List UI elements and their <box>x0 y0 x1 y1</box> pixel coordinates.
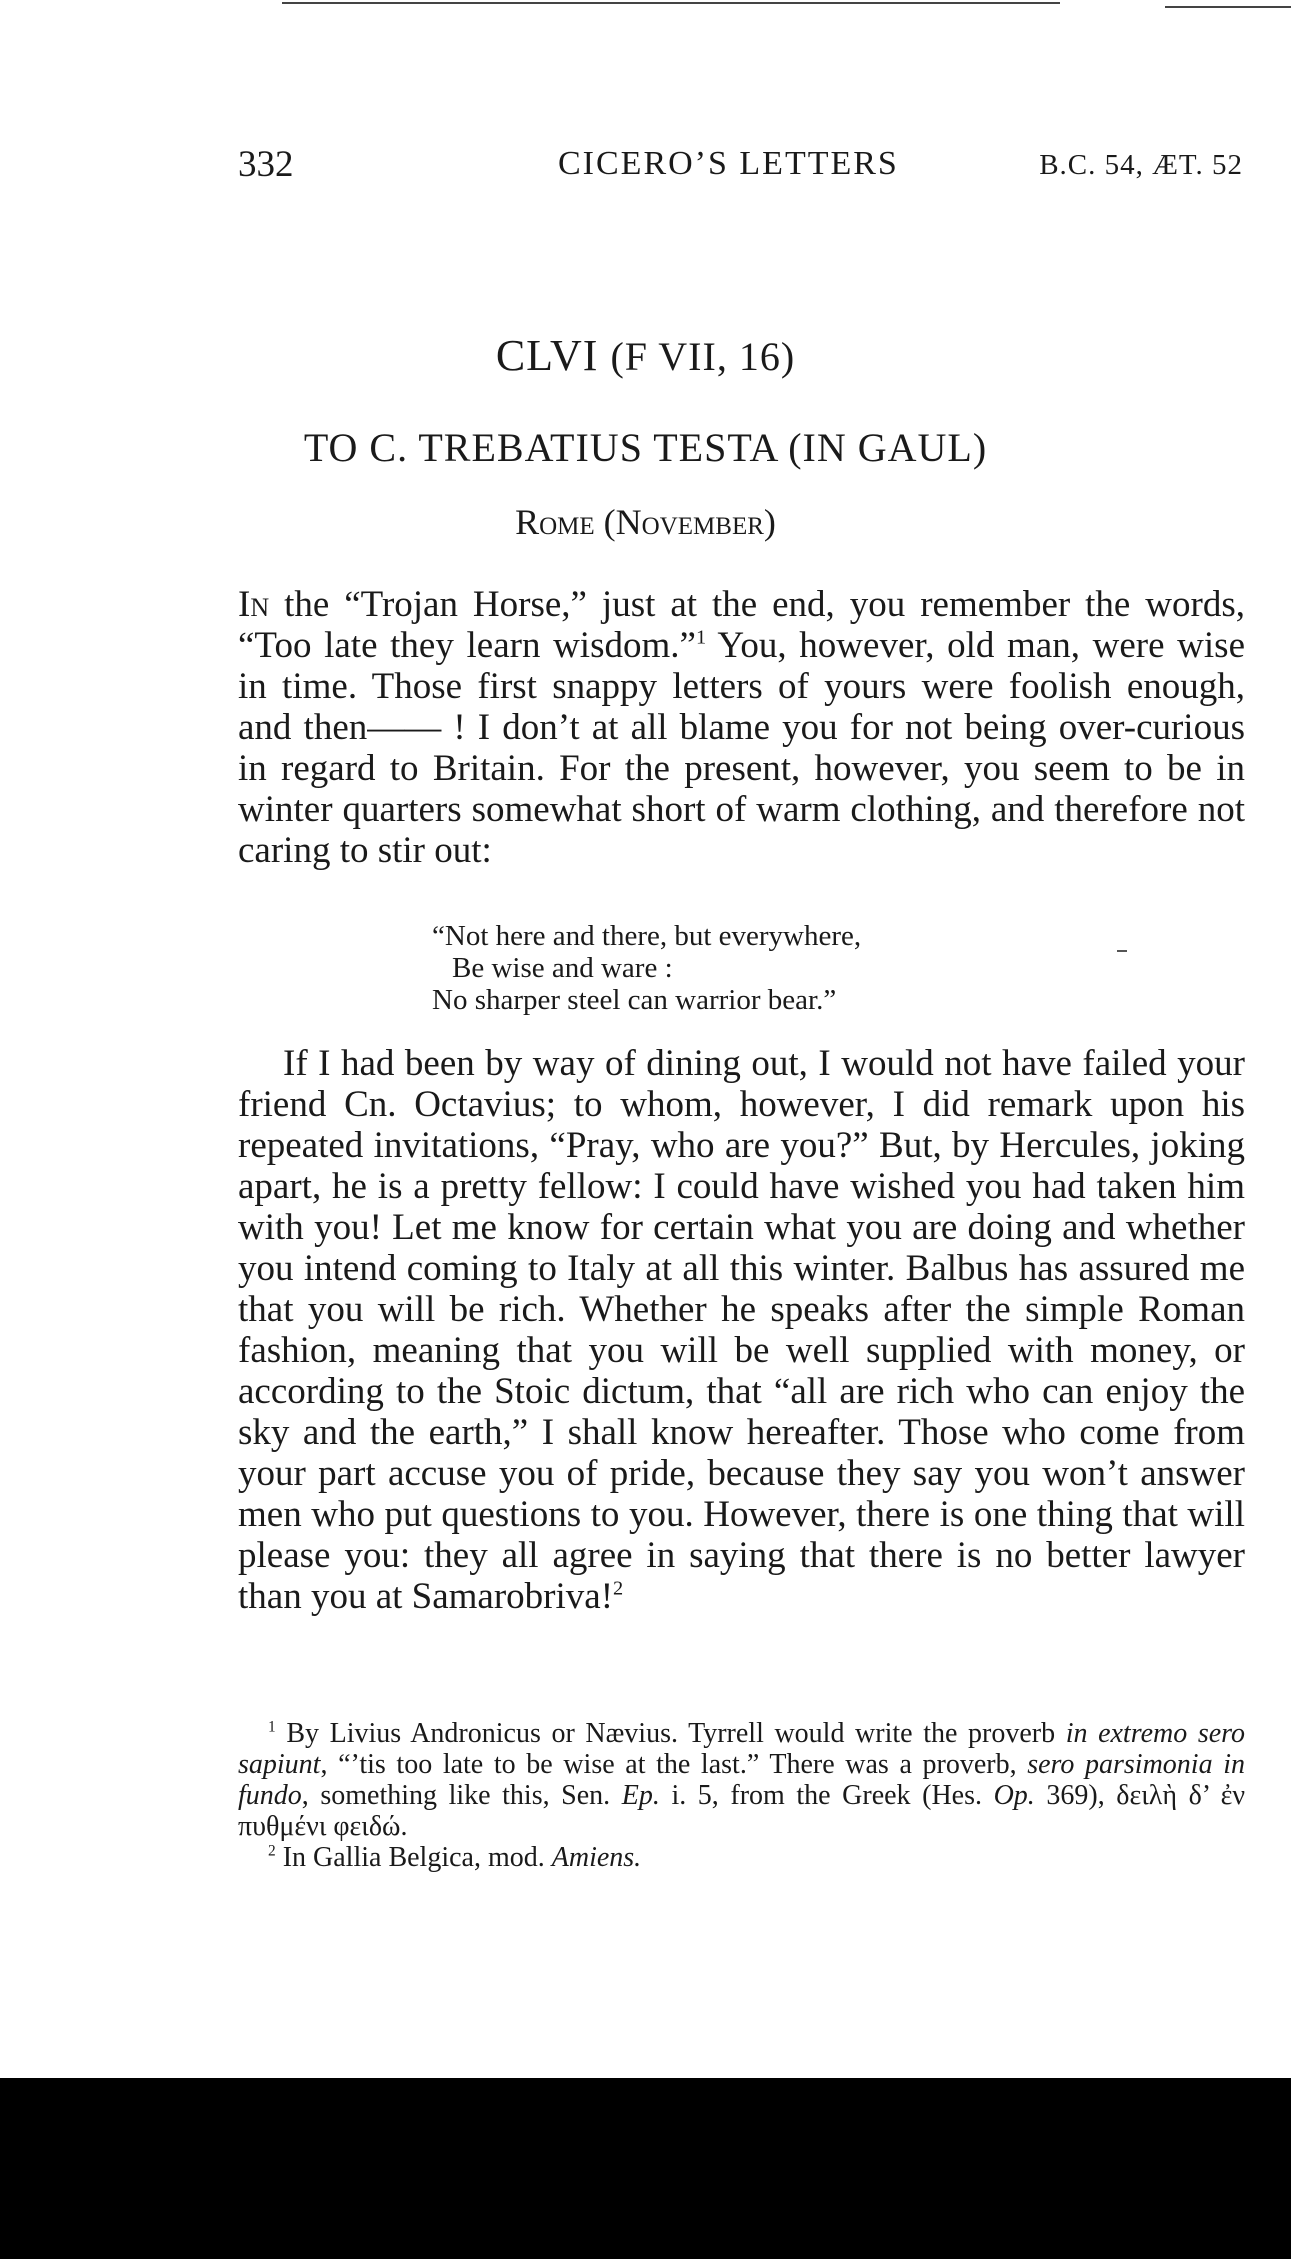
footnote-1-text: By Livius Andronicus or Nævius. Tyrrell would write the proverb <box>286 1718 1066 1749</box>
footnote-1-text: i. 5, from the Greek (Hes. <box>659 1780 994 1811</box>
paragraph-1-lead: In <box>238 584 270 625</box>
paragraph-1-text: the “Trojan Horse,” just at the end, you remember the words, “Too late they learn wisdom.” <box>238 584 1245 666</box>
footnote-1-text: 369), δειλὴ δ’ ἐν πυθμένι φειδώ. <box>238 1780 1245 1842</box>
paragraph-1 <box>238 584 1245 871</box>
footnote-1-op: Op. <box>993 1780 1035 1811</box>
verse-line: “Not here and there, but everywhere, <box>432 920 862 952</box>
stray-mark <box>1117 950 1127 952</box>
verse-line: Be wise and ware : <box>452 952 673 984</box>
verse-quote <box>432 920 861 1016</box>
footnote-2 <box>238 1842 1245 1873</box>
running-title: CICERO’S LETTERS <box>558 145 899 182</box>
letter-place: Rome (November) <box>515 502 776 542</box>
footnote-2-place: Amiens. <box>551 1842 642 1873</box>
footnote-1-latin-1: in extremo sero sapiunt <box>238 1718 1245 1780</box>
footnote-1-text: , “’tis too late to be wise at the last.” There was a proverb, <box>320 1749 1028 1780</box>
running-date: B.C. 54, ÆT. 52 <box>1039 149 1243 181</box>
top-rule <box>282 2 1060 4</box>
letter-heading <box>0 330 1291 381</box>
letter-number: CLVI <box>495 331 599 380</box>
running-head <box>238 143 1243 193</box>
paragraph-1-continued: You, however, old man, were wise in time. Those first snappy letters of yours were foolish enough, and then—— ! I don’t at all blame you for not being over-curious in regard to Britain. For the present, however, you seem to be in winter quarters somewhat short of warm clothing, and therefore not caring to stir out: <box>238 625 1245 871</box>
letter-addressee: TO C. TREBATIUS TESTA (IN GAUL) <box>303 425 988 470</box>
footnote-2-text: In Gallia Belgica, mod. <box>282 1842 552 1873</box>
footnote-1 <box>238 1718 1245 1842</box>
footnote-1-marker: 1 <box>268 1718 276 1736</box>
footnote-1-latin-2: sero parsimonia in fundo <box>238 1749 1245 1811</box>
top-rule-right <box>1165 6 1291 8</box>
verse-line: No sharper steel can warrior bear.” <box>432 984 837 1016</box>
scan-edge <box>0 2078 1291 2259</box>
footnotes <box>238 1718 1245 1873</box>
paragraph-2 <box>238 1043 1245 1617</box>
paragraph-2-text: If I had been by way of dining out, I would not have failed your friend Cn. Octavius; to whom, however, I did remark upon his repeated invitations, “Pray, who are you?” But, by Hercules, joking apart, he is a pretty fellow: I could have wished you had taken him with you! Let me know for certain what you are doing and whether you intend coming to Italy at all this winter. Balbus has assured me that you will be rich. Whether he speaks after the simple Roman fashion, meaning that you will be well supplied with money, or according to the Stoic dictum, that “all are rich who can enjoy the sky and the earth,” I shall know hereafter. Those who come from your part accuse you of pride, because they say you won’t answer men who put questions to you. However, there is one thing that will please you: they all agree in saying that there is no better lawyer than you at Samarobriva! <box>238 1043 1245 1617</box>
letter-reference: (F VII, 16) <box>610 334 796 379</box>
footnote-ref-2: 2 <box>613 1577 624 1600</box>
page-number: 332 <box>238 144 294 185</box>
footnote-1-text: , something like this, Sen. <box>301 1780 622 1811</box>
footnote-ref-1: 1 <box>695 626 707 649</box>
footnote-2-marker: 2 <box>268 1842 276 1860</box>
footnote-1-ep: Ep. <box>621 1780 660 1811</box>
